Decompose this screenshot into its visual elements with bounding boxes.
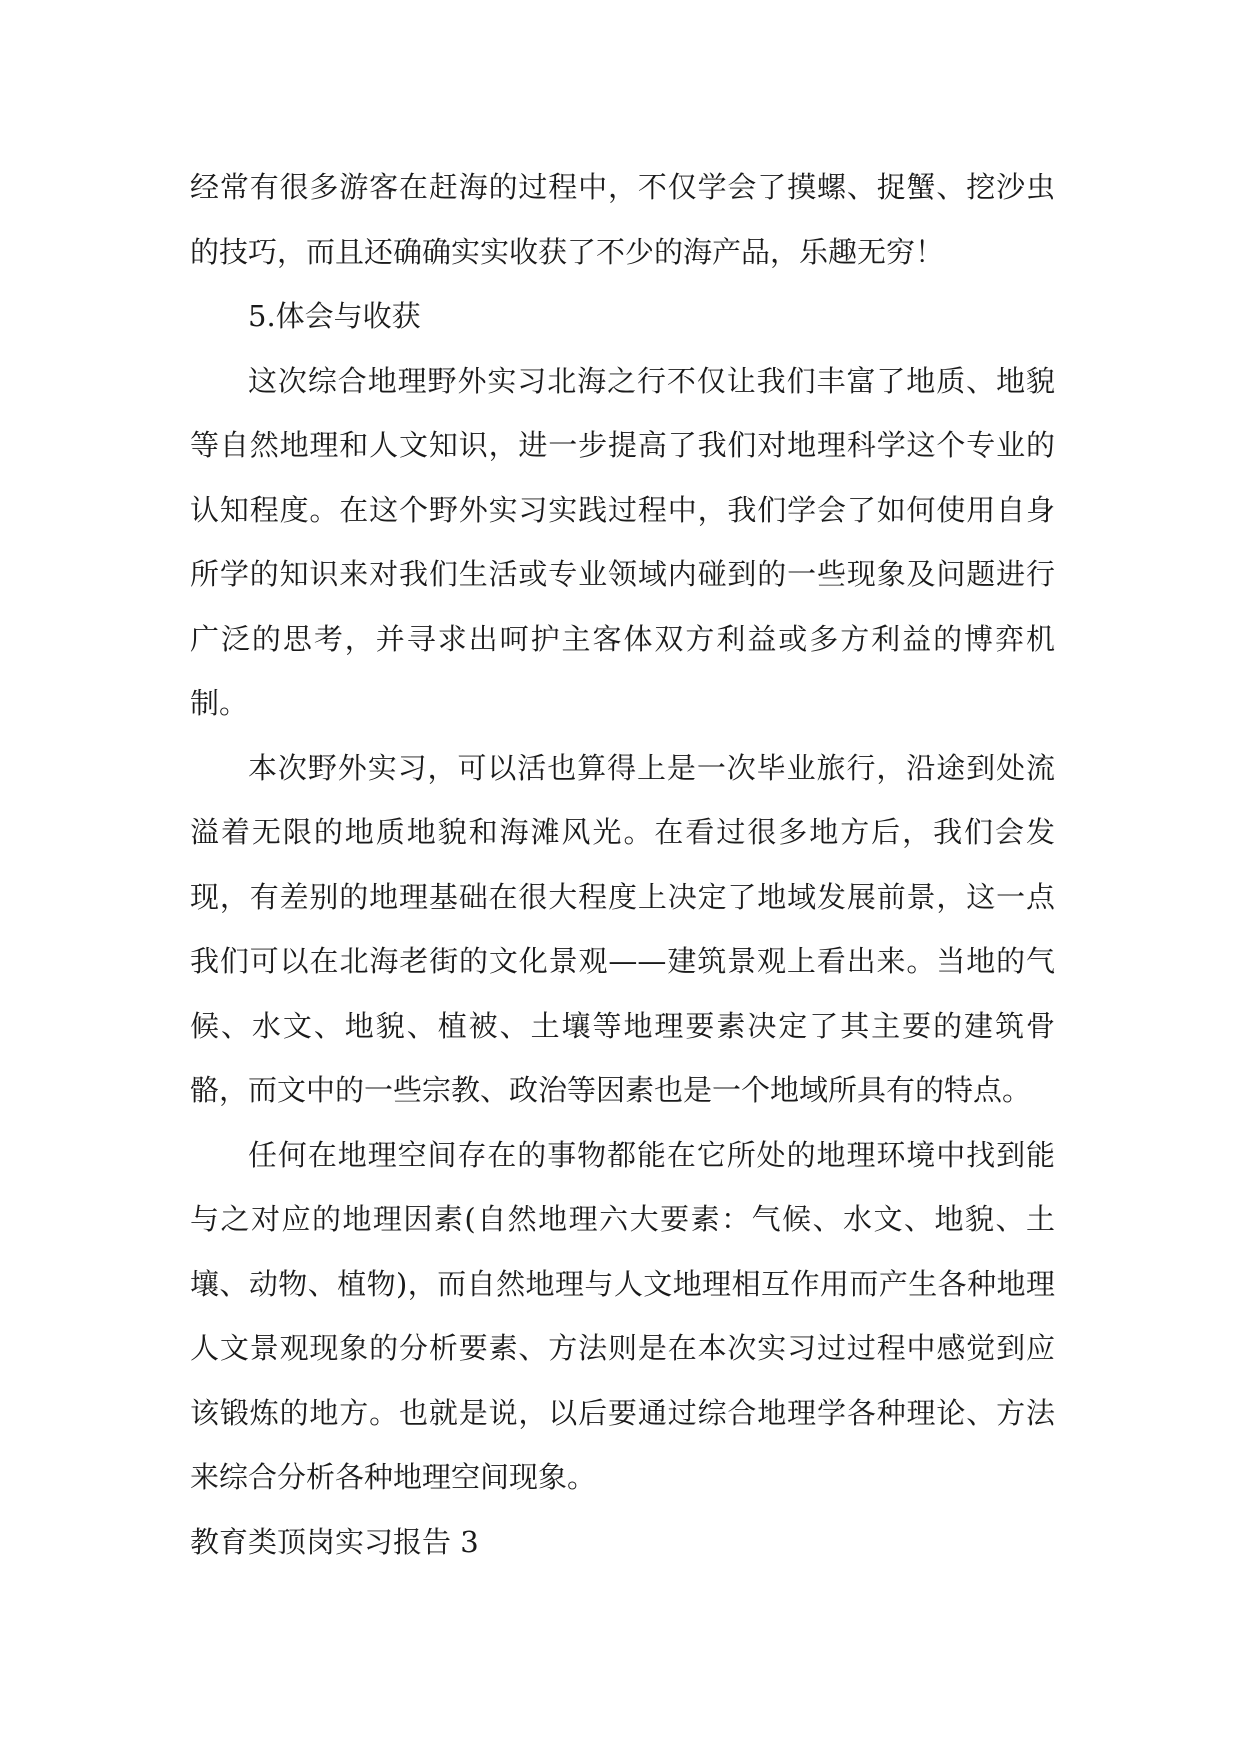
report-title: 教育类顶岗实习报告 3 — [190, 1525, 479, 1559]
paragraph-geographic-factors: 任何在地理空间存在的事物都能在它所处的地理环境中找到能与之对应的地理因素(自然地理六大要素：气候、水文、地貌、土壤、动物、植物)，而自然地理与人文地理相互作用而产生各种地理人文景观现象的分析要素、方法则是在本次实习过过程中感觉到应该锻炼的地方。也就是说，以后要通过综合地理学各种理论、方法来综合分析各种地理空间现象。 — [190, 1137, 1055, 1494]
paragraph-knowledge: 这次综合地理野外实习北海之行不仅让我们丰富了地质、地貌等自然地理和人文知识，进一步提高了我们对地理科学这个专业的认知程度。在这个野外实习实践过程中，我们学会了如何使用自身所学的知识来对我们生活或专业领域内碰到的一些现象及问题进行广泛的思考，并寻求出呵护主客体双方利益或多方利益的博弈机制。 — [190, 363, 1055, 720]
document-body — [190, 155, 1055, 1510]
paragraph-continuation: 经常有很多游客在赶海的过程中，不仅学会了摸螺、捉蟹、挖沙虫的技巧，而且还确确实实收获了不少的海产品，乐趣无穷！ — [190, 170, 1055, 269]
section-heading-reflection: 5.体会与收获 — [248, 299, 421, 333]
paragraph-field-trip: 本次野外实习，可以活也算得上是一次毕业旅行，沿途到处流溢着无限的地质地貌和海滩风光。在看过很多地方后，我们会发现，有差别的地理基础在很大程度上决定了地域发展前景，这一点我们可以在北海老街的文化景观——建筑景观上看出来。当地的气候、水文、地貌、植被、土壤等地理要素决定了其主要的建筑骨骼，而文中的一些宗教、政治等因素也是一个地域所具有的特点。 — [190, 750, 1055, 1107]
